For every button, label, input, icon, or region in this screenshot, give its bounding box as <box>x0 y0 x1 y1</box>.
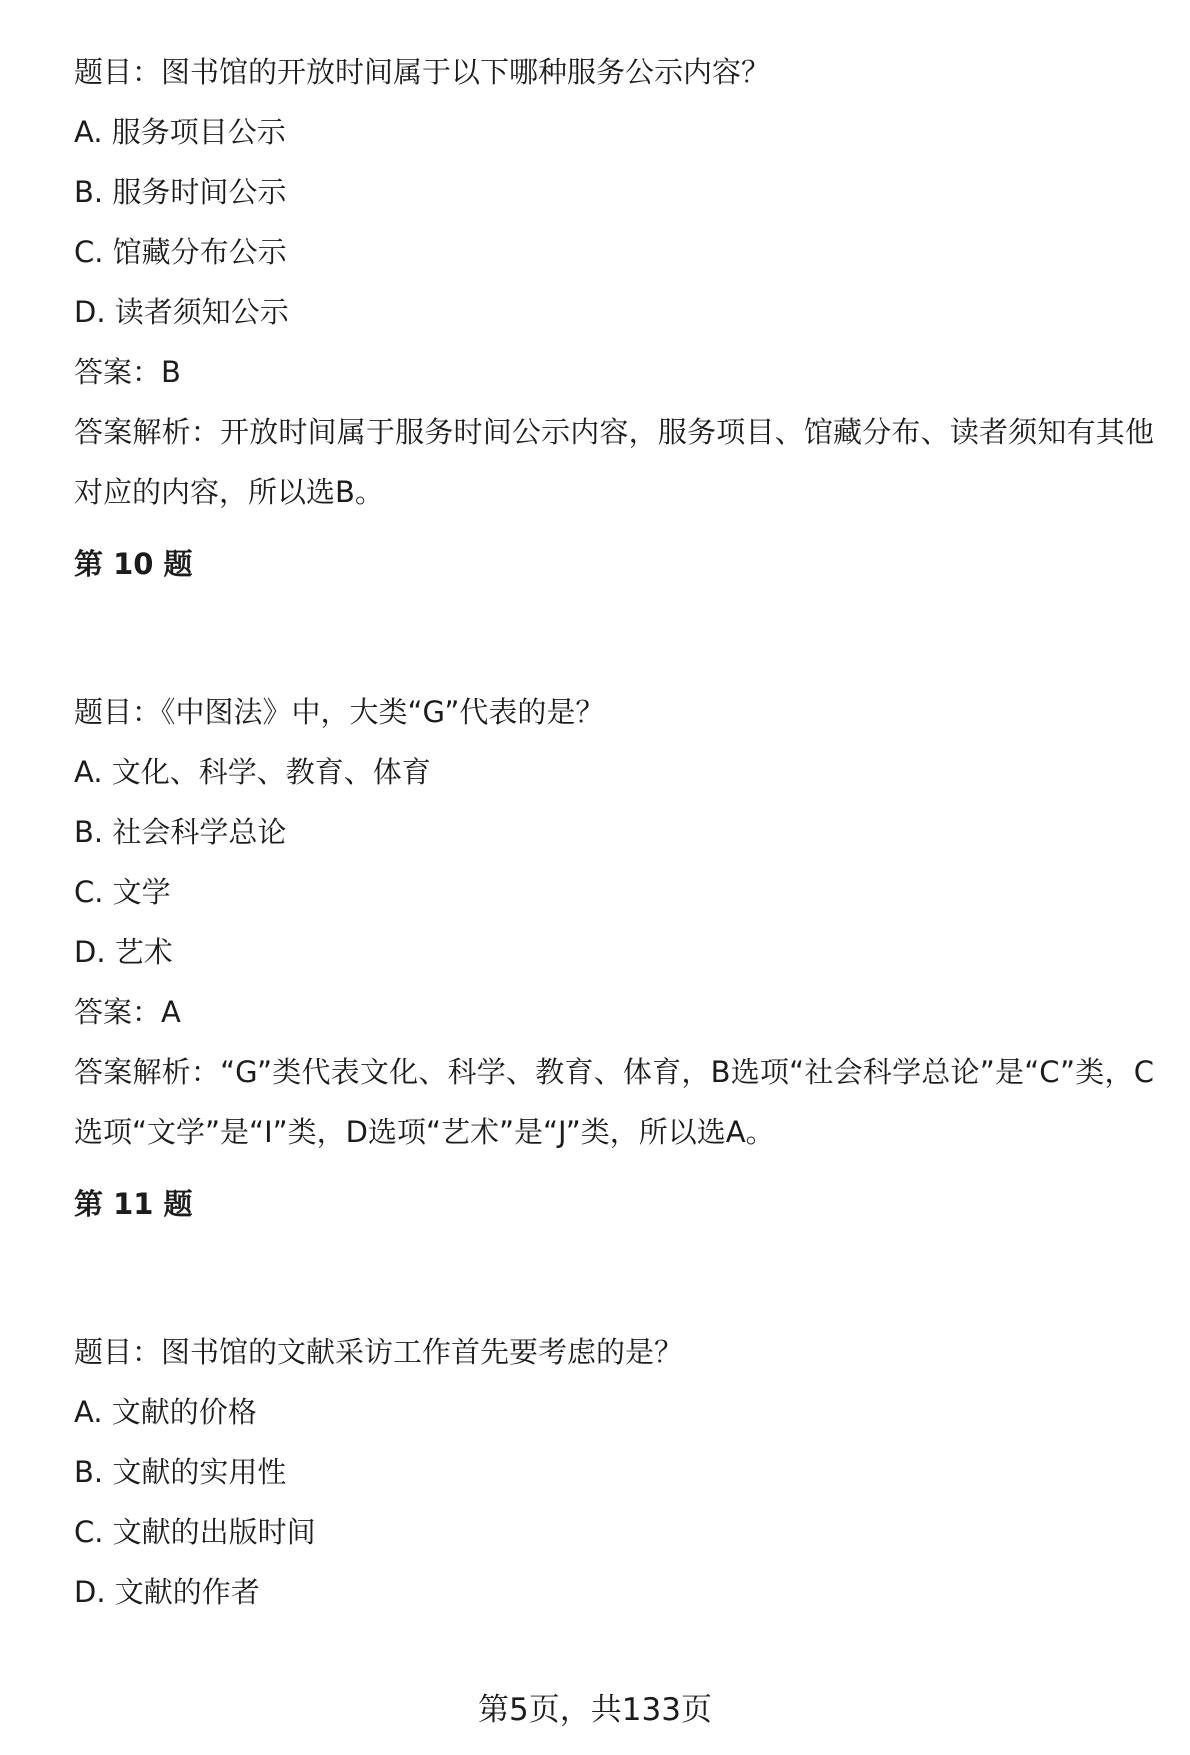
question-text: 题目：《中图法》中，大类“G”代表的是？ <box>74 695 605 729</box>
option-b: B. 服务时间公示 <box>74 175 287 209</box>
option-b: B. 文献的实用性 <box>74 1455 287 1489</box>
answer-text: 答案：B <box>74 355 181 389</box>
option-c: C. 文献的出版时间 <box>74 1515 316 1549</box>
option-b: B. 社会科学总论 <box>74 815 287 849</box>
question-text: 题目：图书馆的开放时间属于以下哪种服务公示内容？ <box>74 55 771 89</box>
answer-explanation: 答案解析：开放时间属于服务时间公示内容，服务项目、馆藏分布、读者须知有其他对应的内容，所以选B。 <box>74 415 1154 509</box>
option-c: C. 馆藏分布公示 <box>74 235 287 269</box>
answer-explanation: 答案解析：“G”类代表文化、科学、教育、体育，B选项“社会科学总论”是“C”类，C选项“文学”是“I”类，D选项“艺术”是“J”类，所以选A。 <box>74 1055 1154 1149</box>
option-d: D. 文献的作者 <box>74 1575 260 1609</box>
option-a: A. 文化、科学、教育、体育 <box>74 755 431 789</box>
question-heading: 第 10 题 <box>74 547 193 581</box>
question-block-11 <box>74 1174 1154 1622</box>
question-block-9 <box>74 42 1154 522</box>
option-c: C. 文学 <box>74 875 171 909</box>
page-number-footer: 第5页，共133页 <box>478 1692 712 1728</box>
question-heading: 第 11 题 <box>74 1187 193 1221</box>
option-d: D. 艺术 <box>74 935 173 969</box>
question-text: 题目：图书馆的文献采访工作首先要考虑的是？ <box>74 1335 684 1369</box>
option-d: D. 读者须知公示 <box>74 295 289 329</box>
option-a: A. 服务项目公示 <box>74 115 286 149</box>
option-a: A. 文献的价格 <box>74 1395 257 1429</box>
answer-text: 答案：A <box>74 995 181 1029</box>
page-content <box>74 42 1154 1622</box>
question-block-10 <box>74 534 1154 1162</box>
